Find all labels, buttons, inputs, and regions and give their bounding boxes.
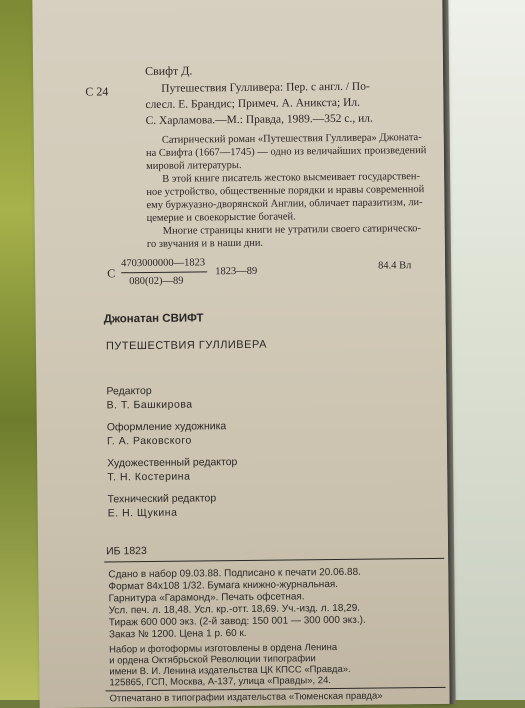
imprint-rule — [104, 558, 444, 563]
printer-line: 125865, ГСП, Москва, А-137, улица «Правды», 24. — [109, 675, 332, 689]
credit-role: Редактор — [106, 384, 152, 398]
abstract-line: ему буржуазно-дворянской Англии, обличает паразитизм, ли- — [146, 197, 423, 211]
imprint-line: Заказ № 1200. Цена 1 р. 60 к. — [108, 627, 247, 641]
bib-line: С. Харламова.—М.: Правда, 1989.—352 с., ил. — [145, 112, 373, 127]
abstract-line: мировой литературы. — [146, 159, 242, 172]
credit-role: Технический редактор — [107, 492, 217, 506]
bib-line: слесл. Е. Брандис; Примеч. А. Аникста; Ил. — [145, 96, 361, 111]
book-title: ПУТЕШЕСТВИЯ ГУЛЛИВЕРА — [105, 338, 267, 353]
printer-line: Набор и фотоформы изготовлены в ордена Ленина — [109, 642, 338, 656]
code-suffix: 1823—89 — [215, 265, 258, 278]
imprint-line: Гарнитура «Гарамонд». Печать офсетная. — [108, 591, 305, 605]
fraction-bar — [121, 271, 207, 273]
code-denominator: 080(02)—89 — [129, 275, 184, 288]
credit-role: Художественный редактор — [107, 456, 238, 470]
imprint-line: Формат 84x108 1/32. Бумага книжно-журнальная. — [108, 578, 339, 593]
printer-line: имени В. И. Ленина издательства ЦК КПСС «Правда». — [109, 663, 351, 678]
bib-line: Путешествия Гулливера: Пер. с англ. / По- — [161, 80, 370, 95]
classification: 84.4 Вл — [378, 260, 412, 272]
credit-name: Е. Н. Щукина — [107, 506, 178, 520]
abstract-line: цемерие и своекорыстие богачей. — [146, 211, 296, 224]
book-author: Джонатан СВИФТ — [103, 312, 204, 326]
imprint-line: Сдано в набор 09.03.88. Подписано к печати 20.06.88. — [108, 566, 361, 581]
code-numerator: 4703000000—1823 — [121, 257, 206, 270]
abstract-line: Многие страницы книги не утратили своего сатирическо- — [162, 223, 422, 237]
catalog-author: Свифт Д. — [144, 63, 193, 78]
printer-line: и ордена Октябрьской Революции типографии — [109, 653, 316, 667]
credit-name: Т. Н. Костерина — [107, 470, 191, 484]
imprint-line: Тираж 600 000 экз. (2-й завод: 150 001 — 300 000 экз.). — [108, 614, 366, 629]
credit-name: В. Т. Башкирова — [106, 398, 193, 412]
catalog-index: С 24 — [85, 84, 109, 99]
book-page — [32, 0, 449, 708]
print-line: Отпечатано в типографии издательства «Тюменская правда» — [109, 690, 383, 705]
imprint-line: Усл. печ. л. 18,48. Усл. кр.-отт. 18,69. Уч.-изд. л. 18,29. — [108, 602, 361, 617]
abstract-line: Сатирический роман «Путешествия Гулливера» Джоната- — [161, 132, 422, 146]
code-letter: С — [107, 266, 116, 281]
credit-role: Оформление художника — [106, 420, 227, 434]
abstract-line: на Свифта (1667—1745) — одно из величайших произведений — [145, 145, 427, 159]
abstract-line: В этой книге писатель жестоко высмеивает государствен- — [162, 171, 421, 185]
ib-number: ИБ 1823 — [106, 544, 147, 558]
credit-name: Г. А. Раковского — [106, 434, 192, 448]
abstract-line: ное устройство, общественные порядки и нравы современной — [146, 184, 425, 198]
abstract-line: го звучания и в наши дни. — [146, 237, 264, 250]
